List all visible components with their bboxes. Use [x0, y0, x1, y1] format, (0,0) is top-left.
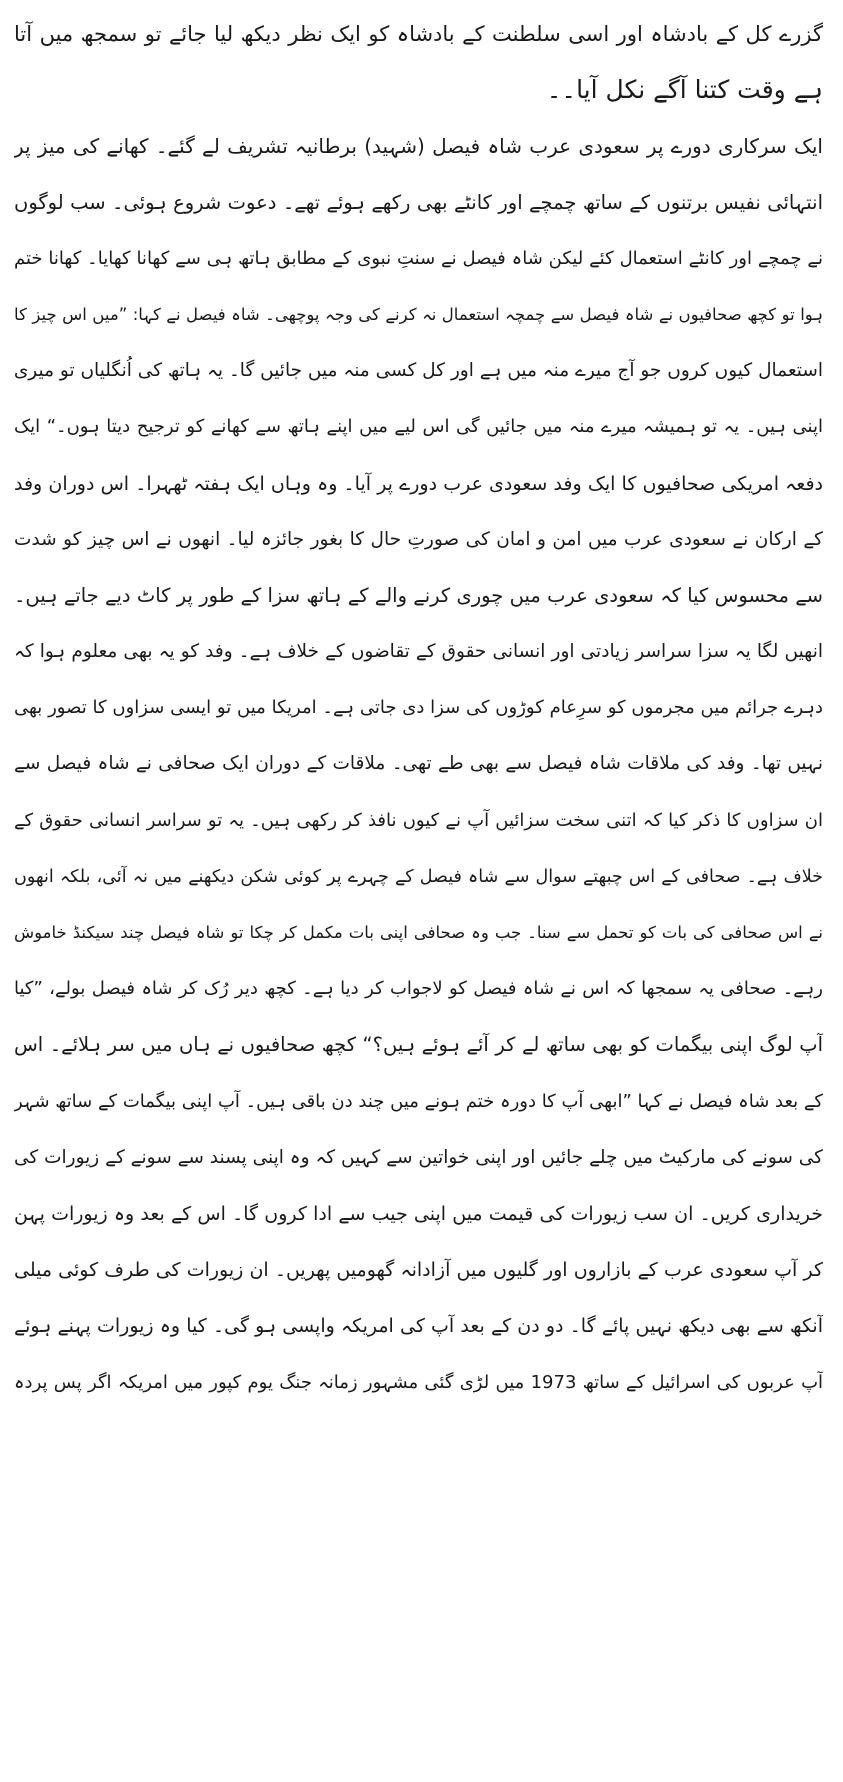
article-line: دہرے جرائم میں مجرموں کو سرِعام کوڑوں کی سزا دی جاتی ہے۔ امریکا میں تو ایسی سزاوں کا تصور بھی: [14, 697, 823, 719]
article-line: کے ارکان نے سعودی عرب میں امن و امان کی صورتِ حال کا بغور جائزہ لیا۔ انھوں نے اس چیز کو شدت: [14, 528, 823, 550]
article-line: نہیں تھا۔ وفد کی ملاقات شاہ فیصل سے بھی طے تھی۔ ملاقات کے دوران ایک صحافی نے شاہ فیصل سے: [14, 753, 823, 775]
article-line: انھیں لگا یہ سزا سراسر زیادتی اور انسانی حقوق کے تقاضوں کے خلاف ہے۔ وفد کو یہ بھی معلوم ہوا کہ: [14, 641, 823, 663]
article-line: استعمال کیوں کروں جو آج میرے منہ میں ہے اور کل کسی منہ میں جائیں گا۔ یہ ہاتھ کی اُنگلیاں تو میری: [14, 360, 823, 382]
article-line: سے محسوس کیا کہ سعودی عرب میں چوری کرنے والے کے ہاتھ سزا کے طور پر کاٹ دیے جاتے ہیں۔: [14, 583, 823, 607]
article-line: ان سزاوں کا ذکر کیا کہ اتنی سخت سزائیں آپ نے کیوں نافذ کر رکھی ہیں۔ یہ تو سراسر انسانی حقوق کے: [14, 809, 823, 831]
article-line: کر آپ سعودی عرب کے بازاروں اور گلیوں میں آزادانہ گھومیں پھریں۔ ان زیورات کی طرف کوئی میلی: [14, 1259, 823, 1282]
article-line: آپ لوگ اپنی بیگمات کو بھی ساتھ لے کر آئے ہوئے ہیں؟“ کچھ صحافیوں نے ہاں میں سر ہلائے۔ اس: [14, 1033, 823, 1057]
article-line: خلاف ہے۔ صحافی کے اس چبھتے سوال سے شاہ فیصل کے چہرے پر کوئی شکن دیکھنے میں نہ آئی، بلکہ انھوں: [14, 866, 823, 887]
article-line: ہوا تو کچھ صحافیوں نے شاہ فیصل سے چمچہ استعمال نہ کرنے کی وجہ پوچھی۔ شاہ فیصل نے کہا: ”میں اس چیز کا: [14, 304, 823, 324]
article-line: دفعہ امریکی صحافیوں کا ایک وفد سعودی عرب دورے پر آیا۔ وہ وہاں ایک ہفتہ ٹھہرا۔ اس دوران وفد: [14, 472, 823, 495]
article-line: نے چمچے اور کانٹے استعمال کئے لیکن شاہ فیصل نے سنتِ نبوی کے مطابق ہاتھ ہی سے کھانا کھایا۔ کھانا ختم: [14, 247, 823, 269]
article-line: انتہائی نفیس برتنوں کے ساتھ چمچے اور کانٹے بھی رکھے ہوئے تھے۔ دعوت شروع ہوئی۔ سب لوگوں: [14, 190, 823, 214]
article-line: کی سونے کی مارکیٹ میں چلے جائیں اور اپنی خواتین سے کہیں کہ وہ اپنی پسند سے سونے کے زیورات کی: [14, 1146, 823, 1168]
article-line: خریداری کریں۔ ان سب زیورات کی قیمت میں اپنی جیب سے ادا کروں گا۔ اس کے بعد وہ زیورات پہن: [14, 1202, 823, 1225]
article-line: ہے وقت کتنا آگے نکل آیا۔۔: [546, 75, 823, 105]
article-line: اپنی ہیں۔ یہ تو ہمیشہ میرے منہ میں جائیں گی اس لیے میں اپنے ہاتھ سے کھانے کو ترجیح دیتا ہوں۔“ ایک: [14, 416, 823, 438]
article-line: آنکھ سے بھی دیکھ نہیں پائے گا۔ دو دن کے بعد آپ کی امریکہ واپسی ہو گی۔ کیا وہ زیورات پہنے ہوئے: [14, 1315, 823, 1338]
article-line: رہے۔ صحافی یہ سمجھا کہ اس نے شاہ فیصل کو لاجواب کر دیا ہے۔ کچھ دیر رُک کر شاہ فیصل بولے، ”کیا: [14, 978, 823, 1000]
article-line: آپ عربوں کی اسرائیل کے ساتھ 1973 میں لڑی گئی مشہور زمانہ جنگ یوم کپور میں امریکہ اگر پس پردہ: [14, 1371, 823, 1393]
article-line: نے اس صحافی کی بات کو تحمل سے سنا۔ جب وہ صحافی اپنی بات مکمل کر چکا تو شاہ فیصل چند سیکنڈ خاموش: [14, 923, 823, 942]
article-line: کے بعد شاہ فیصل نے کہا ”ابھی آپ کا دورہ ختم ہونے میں چند دن باقی ہیں۔ آپ اپنی بیگمات کے ساتھ شہر: [14, 1090, 823, 1112]
article-line: ایک سرکاری دورے پر سعودی عرب شاہ فیصل (شہید) برطانیہ تشریف لے گئے۔ کھانے کی میز پر: [14, 134, 823, 159]
article-line: گزرے کل کے بادشاہ اور اسی سلطنت کے بادشاہ کو ایک نظر دیکھ لیا جائے تو سمجھ میں آتا: [14, 22, 823, 46]
